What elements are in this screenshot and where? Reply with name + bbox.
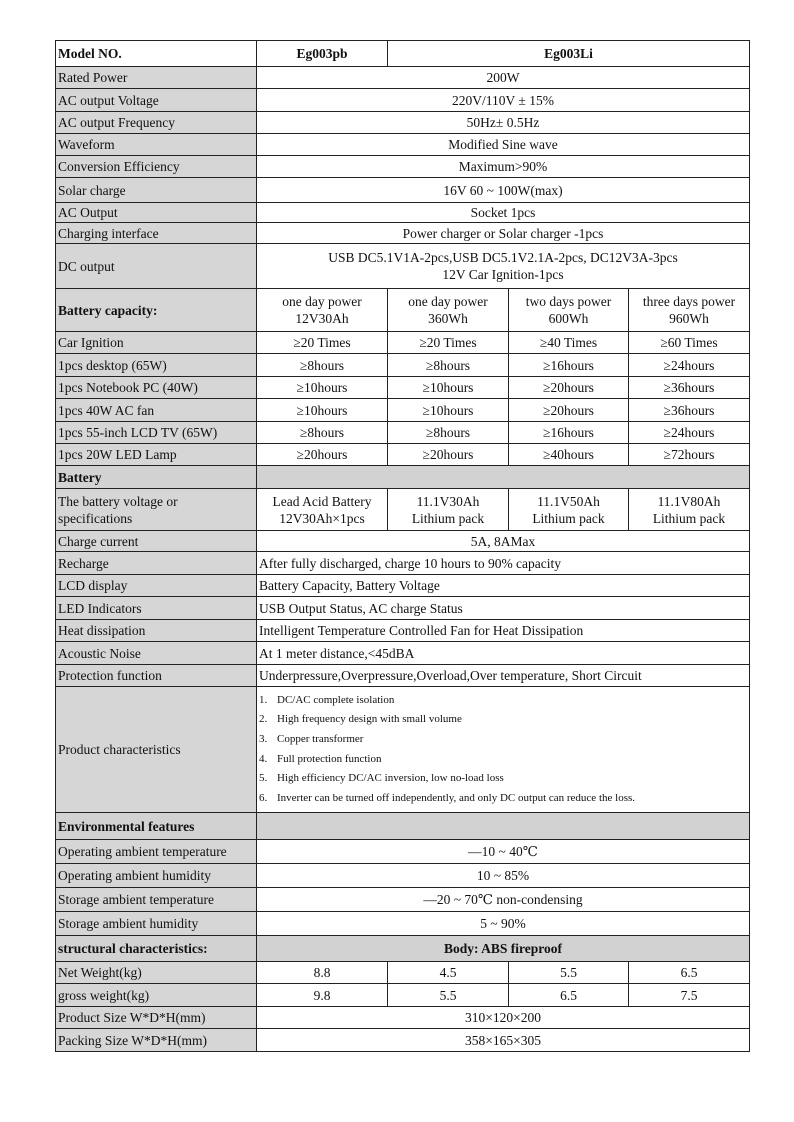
size-label: Packing Size W*D*H(mm) [56,1029,257,1052]
weight-row [56,962,750,984]
characteristic-item [259,750,747,770]
characteristic-number: 2. [259,713,268,726]
dc-output-row [56,244,750,289]
spec-label: Charging interface [56,223,257,244]
battery-row [56,552,750,575]
runtime-value: ≥8hours [257,354,388,377]
runtime-value: ≥36hours [629,377,750,399]
env-section-title: Environmental features [56,813,257,840]
runtime-value: ≥20hours [388,444,509,466]
spec-row [56,89,750,112]
structural-body: Body: ABS fireproof [257,936,750,962]
characteristic-item [259,730,747,750]
characteristic-text: High efficiency DC/AC inversion, low no-load loss [277,772,504,785]
battery-spec-line: Lithium pack [652,510,726,526]
spec-label: AC output Voltage [56,89,257,112]
runtime-value: ≥20 Times [257,332,388,354]
spec-row [56,112,750,134]
capacity-line: 12V30Ah [295,311,349,326]
capacity-line: 960Wh [669,311,709,326]
battery-spec-cell [257,489,388,531]
weight-value: 9.8 [257,984,388,1007]
weight-label: Net Weight(kg) [56,962,257,984]
spec-value: 16V 60 ~ 100W(max) [257,178,750,203]
characteristic-item [259,691,747,711]
dc-output-value [257,244,750,289]
runtime-value: ≥24hours [629,422,750,444]
env-value: —10 ~ 40℃ [257,840,750,864]
runtime-value: ≥20hours [509,377,629,399]
characteristic-number: 4. [259,752,268,765]
runtime-value: ≥20hours [509,399,629,422]
runtime-row [56,332,750,354]
dc-output-line: 12V Car Ignition-1pcs [442,267,564,282]
capacity-cell [629,289,750,332]
runtime-value: ≥8hours [257,422,388,444]
runtime-row [56,354,750,377]
battery-row [56,642,750,665]
battery-row-label: Acoustic Noise [56,642,257,665]
spec-value: Socket 1pcs [257,203,750,223]
weight-label: gross weight(kg) [56,984,257,1007]
weight-value: 8.8 [257,962,388,984]
characteristic-number: 5. [259,772,268,785]
weight-value: 4.5 [388,962,509,984]
section-filler [257,813,750,840]
runtime-value: ≥40hours [509,444,629,466]
spec-label: Conversion Efficiency [56,156,257,178]
spec-label: AC output Frequency [56,112,257,134]
runtime-label: 1pcs 40W AC fan [56,399,257,422]
spec-row [56,134,750,156]
spec-row [56,156,750,178]
battery-row-label: Protection function [56,665,257,687]
env-section-row [56,813,750,840]
env-row [56,840,750,864]
battery-row-value: Battery Capacity, Battery Voltage [257,575,750,597]
runtime-value: ≥24hours [629,354,750,377]
battery-row-label: LED Indicators [56,597,257,620]
characteristics-label: Product characteristics [56,687,257,813]
runtime-value: ≥36hours [629,399,750,422]
size-row [56,1029,750,1052]
battery-row-label: Heat dissipation [56,620,257,642]
spec-row [56,67,750,89]
battery-row-value: After fully discharged, charge 10 hours to 90% capacity [257,552,750,575]
spec-value: 50Hz± 0.5Hz [257,112,750,134]
size-row [56,1007,750,1029]
characteristics-row [56,687,750,813]
runtime-label: 1pcs Notebook PC (40W) [56,377,257,399]
runtime-value: ≥10hours [388,377,509,399]
battery-spec-cell [629,489,750,531]
capacity-cell [257,289,388,332]
battery-spec-row [56,489,750,531]
runtime-label: 1pcs 20W LED Lamp [56,444,257,466]
characteristic-text: Full protection function [277,752,382,765]
capacity-line: two days power [525,294,612,309]
env-value: —20 ~ 70℃ non-condensing [257,888,750,912]
section-filler [257,466,750,489]
env-label: Operating ambient humidity [56,864,257,888]
characteristics-list [259,689,747,811]
runtime-row [56,444,750,466]
characteristics-list-cell [257,687,750,813]
weight-value: 5.5 [388,984,509,1007]
capacity-row [56,289,750,332]
spec-row [56,223,750,244]
spec-label: Rated Power [56,67,257,89]
battery-row [56,531,750,552]
capacity-cell [388,289,509,332]
characteristic-text: Inverter can be turned off independently, and only DC output can reduce the loss. [277,791,635,804]
battery-spec-line: 11.1V80Ah [657,493,721,509]
spec-value: 200W [257,67,750,89]
env-label: Storage ambient humidity [56,912,257,936]
weight-row [56,984,750,1007]
battery-spec-label-line: The battery voltage or [58,493,178,509]
weight-value: 6.5 [629,962,750,984]
battery-row [56,620,750,642]
characteristic-text: DC/AC complete isolation [277,693,395,706]
model-header: Model NO. [56,41,257,67]
header-row [56,41,750,67]
battery-row-value: Underpressure,Overpressure,Overload,Over temperature, Short Circuit [257,665,750,687]
dc-output-label: DC output [56,244,257,289]
env-value: 10 ~ 85% [257,864,750,888]
runtime-value: ≥10hours [257,377,388,399]
spec-value: Maximum>90% [257,156,750,178]
battery-row-label: LCD display [56,575,257,597]
runtime-value: ≥16hours [509,354,629,377]
spec-value: Power charger or Solar charger -1pcs [257,223,750,244]
dc-output-line: USB DC5.1V1A-2pcs,USB DC5.1V2.1A-2pcs, DC12V3A-3pcs [328,250,678,265]
spec-label: Waveform [56,134,257,156]
runtime-label: 1pcs desktop (65W) [56,354,257,377]
battery-row-value: Intelligent Temperature Controlled Fan for Heat Dissipation [257,620,750,642]
characteristic-item [259,710,747,730]
env-row [56,864,750,888]
env-label: Operating ambient temperature [56,840,257,864]
runtime-value: ≥16hours [509,422,629,444]
battery-spec-cell [509,489,629,531]
battery-row-label: Charge current [56,531,257,552]
spec-table-body [56,41,750,1052]
battery-spec-line: 11.1V50Ah [537,493,600,509]
model-pb-header: Eg003pb [257,41,388,67]
spec-row [56,203,750,223]
runtime-value: ≥60 Times [629,332,750,354]
battery-spec-label-line: specifications [58,510,133,526]
runtime-value: ≥72hours [629,444,750,466]
runtime-value: ≥40 Times [509,332,629,354]
env-row [56,912,750,936]
runtime-value: ≥8hours [388,422,509,444]
characteristic-item [259,789,747,809]
runtime-label: 1pcs 55-inch LCD TV (65W) [56,422,257,444]
characteristic-number: 3. [259,732,268,745]
battery-row-label: Recharge [56,552,257,575]
battery-row-value: At 1 meter distance,<45dBA [257,642,750,665]
battery-row [56,575,750,597]
env-row [56,888,750,912]
battery-row [56,597,750,620]
capacity-line: 600Wh [548,311,589,326]
battery-spec-label [56,489,257,531]
env-value: 5 ~ 90% [257,912,750,936]
runtime-value: ≥20 Times [388,332,509,354]
weight-value: 7.5 [629,984,750,1007]
size-label: Product Size W*D*H(mm) [56,1007,257,1029]
runtime-value: ≥10hours [257,399,388,422]
spec-row [56,178,750,203]
size-value: 358×165×305 [257,1029,750,1052]
model-li-header: Eg003Li [388,41,750,67]
runtime-row [56,422,750,444]
capacity-line: three days power [642,294,736,309]
spec-label: Solar charge [56,178,257,203]
runtime-value: ≥10hours [388,399,509,422]
characteristic-number: 6. [259,791,268,804]
structural-row [56,936,750,962]
characteristic-text: Copper transformer [277,732,364,745]
spec-label: AC Output [56,203,257,223]
battery-spec-line: Lithium pack [532,510,605,526]
battery-spec-cell [388,489,509,531]
battery-spec-line: Lithium pack [411,510,485,526]
capacity-line: 360Wh [428,311,468,326]
spec-value: 220V/110V ± 15% [257,89,750,112]
weight-value: 5.5 [509,962,629,984]
battery-spec-line: 11.1V30Ah [416,493,480,509]
capacity-line: one day power [282,294,362,309]
runtime-row [56,399,750,422]
capacity-label: Battery capacity: [56,289,257,332]
battery-spec-line: Lead Acid Battery [272,493,372,509]
capacity-line: one day power [408,294,488,309]
battery-row-value: 5A, 8AMax [257,531,750,552]
battery-row [56,665,750,687]
battery-spec-line: 12V30Ah×1pcs [279,510,365,526]
env-label: Storage ambient temperature [56,888,257,912]
characteristic-item [259,769,747,789]
structural-label: structural characteristics: [56,936,257,962]
runtime-value: ≥20hours [257,444,388,466]
capacity-cell [509,289,629,332]
battery-row-value: USB Output Status, AC charge Status [257,597,750,620]
size-value: 310×120×200 [257,1007,750,1029]
characteristic-number: 1. [259,693,268,706]
runtime-row [56,377,750,399]
characteristic-text: High frequency design with small volume [277,713,462,726]
runtime-value: ≥8hours [388,354,509,377]
weight-value: 6.5 [509,984,629,1007]
spec-value: Modified Sine wave [257,134,750,156]
spec-table [55,40,750,1052]
runtime-label: Car Ignition [56,332,257,354]
battery-section-title: Battery [56,466,257,489]
battery-section-row [56,466,750,489]
